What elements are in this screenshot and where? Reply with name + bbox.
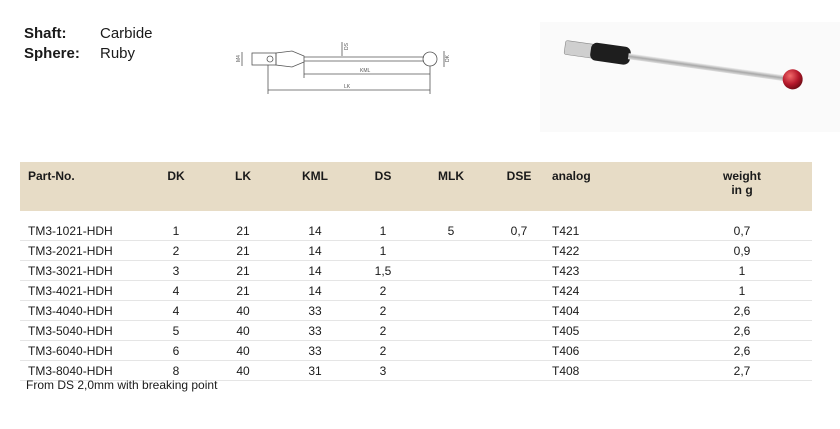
stylus-product-photo bbox=[540, 22, 840, 132]
cell-part-no: TM3-4021-HDH bbox=[20, 281, 146, 301]
drawing-label-ds: DS bbox=[344, 43, 350, 50]
table-row bbox=[20, 341, 812, 361]
cell-part-no: TM3-6040-HDH bbox=[20, 341, 146, 361]
cell-dk: 4 bbox=[146, 281, 206, 301]
cell-analog: T406 bbox=[552, 341, 672, 361]
cell-dse bbox=[486, 341, 552, 361]
cell-weight: 2,6 bbox=[672, 301, 812, 321]
header-ds: DS bbox=[374, 169, 392, 183]
cell-analog: T423 bbox=[552, 261, 672, 281]
cell-lk: 40 bbox=[206, 361, 280, 381]
cell-part-no: TM3-3021-HDH bbox=[20, 261, 146, 281]
table-row bbox=[20, 211, 812, 241]
table-row bbox=[20, 301, 812, 321]
cell-kml: 14 bbox=[280, 211, 350, 241]
cell-kml: 33 bbox=[280, 341, 350, 361]
cell-mlk: 5 bbox=[416, 211, 486, 241]
header-mlk: MLK bbox=[438, 169, 464, 183]
header-weight-line1: weight bbox=[723, 169, 761, 183]
cell-ds: 1 bbox=[350, 211, 416, 241]
drawing-taper bbox=[276, 51, 304, 67]
shaft-value: Carbide bbox=[100, 25, 153, 42]
table-body bbox=[20, 211, 812, 381]
drawing-label-dk: DK bbox=[445, 55, 451, 62]
cell-ds: 2 bbox=[350, 301, 416, 321]
cell-mlk bbox=[416, 261, 486, 281]
drawing-label-lk: LK bbox=[344, 84, 351, 90]
specifications bbox=[24, 24, 153, 64]
cell-kml: 31 bbox=[280, 361, 350, 381]
cell-dse bbox=[486, 301, 552, 321]
cell-dse bbox=[486, 281, 552, 301]
cell-lk: 21 bbox=[206, 211, 280, 241]
cell-dse: 0,7 bbox=[486, 211, 552, 241]
cell-dk: 6 bbox=[146, 341, 206, 361]
cell-part-no: TM3-4040-HDH bbox=[20, 301, 146, 321]
cell-lk: 40 bbox=[206, 321, 280, 341]
cell-weight: 1 bbox=[672, 261, 812, 281]
cell-part-no: TM3-2021-HDH bbox=[20, 241, 146, 261]
cell-kml: 14 bbox=[280, 261, 350, 281]
cell-weight: 0,7 bbox=[672, 211, 812, 241]
cell-part-no: TM3-5040-HDH bbox=[20, 321, 146, 341]
table-row bbox=[20, 281, 812, 301]
cell-lk: 40 bbox=[206, 301, 280, 321]
cell-part-no: TM3-1021-HDH bbox=[20, 211, 146, 241]
cell-ds: 1 bbox=[350, 241, 416, 261]
cell-lk: 21 bbox=[206, 261, 280, 281]
sphere-value: Ruby bbox=[100, 45, 136, 62]
sphere-spec bbox=[24, 44, 153, 64]
cell-ds: 2 bbox=[350, 341, 416, 361]
header-weight bbox=[672, 162, 812, 211]
cell-weight: 2,6 bbox=[672, 321, 812, 341]
table-row bbox=[20, 261, 812, 281]
cell-analog: T405 bbox=[552, 321, 672, 341]
cell-part-no: TM3-8040-HDH bbox=[20, 361, 146, 381]
cell-mlk bbox=[416, 321, 486, 341]
header-dk: DK bbox=[167, 169, 185, 183]
header-kml: KML bbox=[302, 169, 328, 183]
cell-dk: 1 bbox=[146, 211, 206, 241]
stylus-technical-drawing bbox=[232, 36, 450, 100]
cell-analog: T424 bbox=[552, 281, 672, 301]
shaft-label: Shaft: bbox=[24, 25, 67, 42]
drawing-thread-hole bbox=[267, 56, 273, 62]
header-dse: DSE bbox=[506, 169, 532, 183]
drawing-label-kml: KML bbox=[360, 68, 371, 74]
cell-dse bbox=[486, 321, 552, 341]
cell-ds: 3 bbox=[350, 361, 416, 381]
header-analog: analog bbox=[552, 169, 591, 183]
cell-mlk bbox=[416, 301, 486, 321]
cell-ds: 1,5 bbox=[350, 261, 416, 281]
cell-weight: 2,7 bbox=[672, 361, 812, 381]
cell-lk: 21 bbox=[206, 241, 280, 261]
table-row bbox=[20, 241, 812, 261]
cell-ds: 2 bbox=[350, 321, 416, 341]
cell-dk: 8 bbox=[146, 361, 206, 381]
cell-dk: 2 bbox=[146, 241, 206, 261]
cell-analog: T422 bbox=[552, 241, 672, 261]
cell-mlk bbox=[416, 341, 486, 361]
cell-kml: 14 bbox=[280, 281, 350, 301]
cell-dse bbox=[486, 361, 552, 381]
cell-mlk bbox=[416, 361, 486, 381]
cell-lk: 40 bbox=[206, 341, 280, 361]
sphere-label: Sphere: bbox=[24, 45, 80, 62]
cell-lk: 21 bbox=[206, 281, 280, 301]
cell-ds: 2 bbox=[350, 281, 416, 301]
cell-weight: 1 bbox=[672, 281, 812, 301]
cell-dk: 4 bbox=[146, 301, 206, 321]
cell-mlk bbox=[416, 281, 486, 301]
header-lk: LK bbox=[235, 169, 251, 183]
header-weight-line2: in g bbox=[731, 183, 753, 197]
cell-dk: 5 bbox=[146, 321, 206, 341]
cell-mlk bbox=[416, 241, 486, 261]
drawing-label-m: M4 bbox=[236, 55, 242, 62]
cell-dse bbox=[486, 241, 552, 261]
cell-weight: 2,6 bbox=[672, 341, 812, 361]
cell-kml: 33 bbox=[280, 301, 350, 321]
product-table bbox=[20, 162, 812, 381]
cell-weight: 0,9 bbox=[672, 241, 812, 261]
cell-dk: 3 bbox=[146, 261, 206, 281]
cell-dse bbox=[486, 261, 552, 281]
product-table-container bbox=[20, 162, 812, 381]
footnote: From DS 2,0mm with breaking point bbox=[26, 378, 218, 392]
shaft-spec bbox=[24, 24, 153, 44]
table-row bbox=[20, 321, 812, 341]
table-header-row bbox=[20, 162, 812, 211]
cell-analog: T404 bbox=[552, 301, 672, 321]
header-part-no: Part-No. bbox=[28, 169, 75, 183]
cell-kml: 14 bbox=[280, 241, 350, 261]
cell-analog: T408 bbox=[552, 361, 672, 381]
drawing-thread bbox=[252, 53, 276, 65]
cell-analog: T421 bbox=[552, 211, 672, 241]
cell-kml: 33 bbox=[280, 321, 350, 341]
drawing-ball bbox=[423, 52, 437, 66]
